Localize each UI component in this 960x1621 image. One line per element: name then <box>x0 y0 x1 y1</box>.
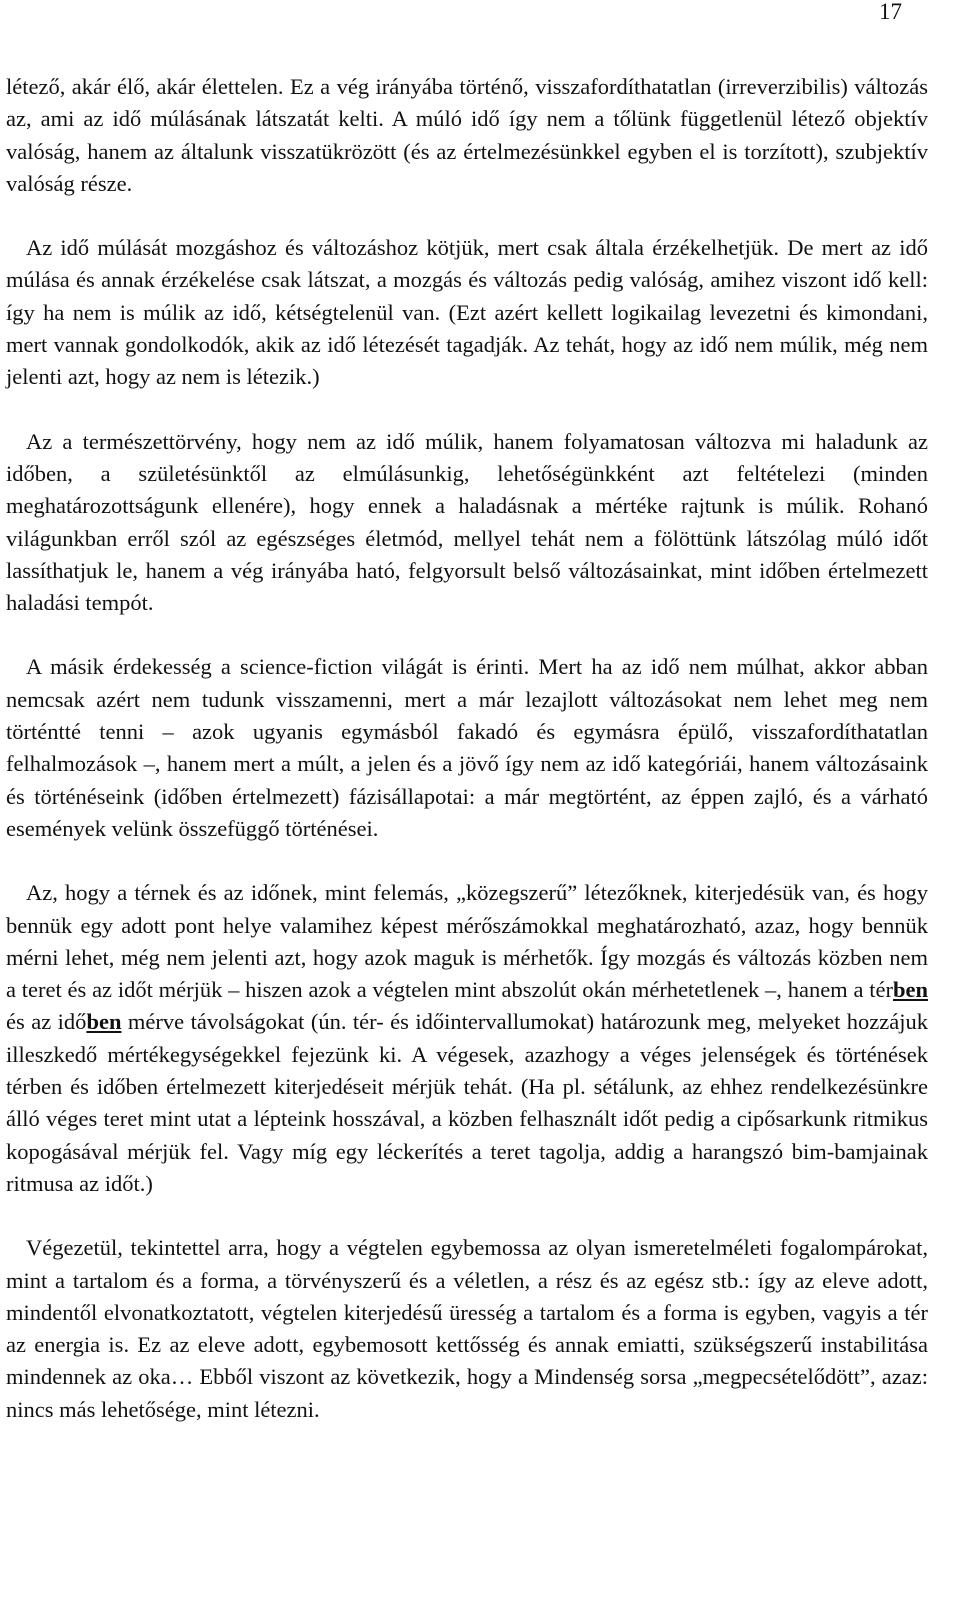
paragraph-text: és az idő <box>6 1009 87 1035</box>
emphasized-text: ben <box>86 1009 122 1035</box>
paragraph-text: létező, akár élő, akár élettelen. Ez a vég irányába történő, visszafordíthatatlan (irreverzibilis) változás az, ami az idő múlásának látszatát kelti. A múló idő így nem a tőlünk függetlenül létező objektív valóság, hanem az általunk visszatükrözött (és az értelmezésünkkel egyben el is torzított), szubjektív valóság része. <box>6 74 928 196</box>
paragraph-text: Az a természettörvény, hogy nem az idő múlik, hanem folyamatosan változva mi haladunk az időben, a születésünktől az elmúlásunkig, lehetőségünkként azt feltételezi (minden meghatározottságunk ellenére), hogy ennek a haladásnak a mértéke rajtunk is múlik. Rohanó világunkban erről szól az egészséges életmód, mellyel tehát nem a fölöttünk látszólag múló időt lassíthatjuk le, hanem a vég irányába ható, felgyorsult belső változásainkat, mint időben értelmezett haladási tempót. <box>6 428 928 616</box>
emphasized-text: ben <box>892 977 928 1003</box>
paragraph-text: mérve távolságokat (ún. tér- és időintervallumokat) határozunk meg, melyeket hozzájuk illeszkedő mértékegységekkel fejezünk ki. A végesek, azazhogy a véges jelenségek és történések térben és időben értelmezett kiterjedéseit mérjük tehát. (Ha pl. sétálunk, az ehhez rendelkezésünkre álló véges teret mint utat a lépteink hosszával, a közben felhasznált időt pedig a cipősarkunk ritmikus kopogásával mérjük fel. Vagy míg egy léckerítés a teret tagolja, addig a harangszó bim-bamjainak ritmusa az időt.) <box>6 1009 929 1196</box>
paragraph <box>6 651 928 845</box>
paragraph <box>6 1232 928 1426</box>
paragraph-text: Az, hogy a térnek és az időnek, mint felemás, „közegszerű” létezőknek, kiterjedésük van, és hogy bennük egy adott pont helye valamihez képest mérőszámokkal meghatározható, azaz, hogy bennük mérni lehet, még nem jelenti azt, hogy azok maguk is mérhetők. Így mozgás és változás közben nem a teret és az időt mérjük – hiszen azok a végtelen mint abszolút okán mérhetetlenek –, hanem a tér <box>6 880 928 1003</box>
paragraph-text: Az idő múlását mozgáshoz és változáshoz kötjük, mert csak általa érzékelhetjük. De mert az idő múlása és annak érzékelése csak látszat, a mozgás és változás pedig valóság, amihez viszont idő kell: így ha nem is múlik az idő, kétségtelenül van. (Ezt azért kellett logikailag levezetni és kimondani, mert vannak gondolkodók, akik az idő létezését tagadják. Az tehát, hogy az idő nem múlik, még nem jelenti azt, hogy az nem is létezik.) <box>6 235 928 390</box>
paragraph <box>6 71 928 200</box>
paragraph <box>6 877 928 1200</box>
paragraph <box>6 232 928 393</box>
paragraph-text: Végezetül, tekintettel arra, hogy a végtelen egybemossa az olyan ismeretelméleti fogalompárokat, mint a tartalom és a forma, a törvényszerű és a véletlen, a rész és az egész stb.: így az eleve adott, mindentől elvonatkoztatott, végtelen kiterjedésű üresség a tartalom és a forma is egyben, vagyis a tér az energia is. Ez az eleve adott, egybemosott kettősség és annak emiatti, szükségszerű instabilitása mindennek az oka… Ebből viszont az következik, hogy a Mindenség sorsa „megpecsételődött”, azaz: nincs más lehetősége, mint létezni. <box>6 1235 928 1422</box>
paragraph-text: A másik érdekesség a science-fiction világát is érinti. Mert ha az idő nem múlhat, akkor abban nemcsak azért nem tudunk visszamenni, mert a már lezajlott változásokat nem lehet meg nem történtté tenni – azok ugyanis egymásból fakadó és egymásra épülő, visszafordíthatatlan felhalmozások –, hanem mert a múlt, a jelen és a jövő így nem az idő kategóriái, hanem változásaink és történéseink (időben értelmezett) fázisállapotai: a már megtörtént, az éppen zajló, és a várható események velünk összefüggő történései. <box>6 654 928 841</box>
document-body <box>6 71 928 1458</box>
page-number: 17 <box>879 0 902 24</box>
paragraph <box>6 426 928 620</box>
